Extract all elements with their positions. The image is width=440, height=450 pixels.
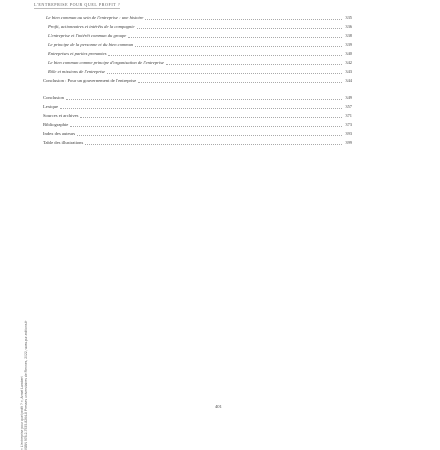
- toc-page: 338: [345, 33, 352, 38]
- toc-entry[interactable]: [40, 31, 352, 40]
- toc-title: Lexique: [43, 104, 59, 109]
- toc-leader-dots: [138, 82, 342, 83]
- toc-page: 335: [345, 15, 352, 20]
- toc-page: 339: [345, 42, 352, 47]
- toc-entry[interactable]: [40, 22, 352, 31]
- toc-page: 393: [345, 131, 352, 136]
- toc-page: 373: [345, 122, 352, 127]
- toc-entry[interactable]: [40, 120, 352, 129]
- toc-page: 336: [345, 24, 352, 29]
- toc-leader-dots: [70, 126, 342, 127]
- toc-title: Table des illustrations: [43, 140, 84, 145]
- toc-entry[interactable]: [40, 102, 352, 111]
- spine-line: « L'entreprise pour quel profit ? », Armel Lambert: [20, 376, 24, 450]
- toc-entry[interactable]: [40, 76, 352, 85]
- toc-title: Sources et archives: [43, 113, 79, 118]
- toc-title: Entreprises et parties prenantes: [48, 51, 107, 56]
- toc-leader-dots: [135, 46, 342, 47]
- copyright-spine: [20, 240, 32, 450]
- page-number: 401: [215, 404, 222, 409]
- toc-leader-dots: [107, 73, 342, 74]
- spine-line: ISBN 978-2-7535-8264-8 Presses universitaires de Rennes, 2022, www.pur-editions.fr: [24, 320, 29, 450]
- toc-page: 340: [345, 51, 352, 56]
- toc-entry[interactable]: [40, 93, 352, 102]
- toc-page: 357: [345, 104, 352, 109]
- toc-title: Le bien commun au sein de l'entreprise : une histoire: [46, 15, 144, 20]
- toc-entry[interactable]: [40, 49, 352, 58]
- toc-leader-dots: [77, 135, 342, 136]
- toc-title: Le principe de la personne et du bien commun: [48, 42, 134, 47]
- toc-leader-dots: [128, 37, 342, 38]
- toc-title: L'entreprise et l'intérêt commun du groupe: [48, 33, 127, 38]
- toc-leader-dots: [66, 99, 342, 100]
- toc-leader-dots: [166, 64, 342, 65]
- toc-entry[interactable]: [40, 138, 352, 147]
- toc-leader-dots: [108, 55, 342, 56]
- toc-leader-dots: [60, 108, 342, 109]
- toc-page: 343: [345, 69, 352, 74]
- toc-entry[interactable]: [40, 129, 352, 138]
- toc-leader-dots: [137, 28, 342, 29]
- table-of-contents: [40, 13, 352, 147]
- toc-page: 344: [345, 78, 352, 83]
- toc-entry[interactable]: [40, 111, 352, 120]
- toc-entry[interactable]: [40, 67, 352, 76]
- toc-page: 371: [345, 113, 352, 118]
- toc-entry[interactable]: [40, 58, 352, 67]
- toc-title: Le bien commun comme principe d'organisation de l'entreprise: [48, 60, 165, 65]
- toc-leader-dots: [80, 117, 342, 118]
- toc-leader-dots: [85, 144, 342, 145]
- toc-page: 399: [345, 140, 352, 145]
- toc-title: Conclusion : Pour un gouvernement de l'entreprise: [43, 78, 137, 83]
- toc-title: Bibliographie: [43, 122, 69, 127]
- toc-page: 349: [345, 95, 352, 100]
- toc-entry[interactable]: [40, 13, 352, 22]
- running-head: L'ENTREPRISE POUR QUEL PROFIT ?: [34, 2, 121, 7]
- toc-title: Index des auteurs: [43, 131, 76, 136]
- toc-title: Rôle et missions de l'entreprise: [48, 69, 106, 74]
- toc-page: 342: [345, 60, 352, 65]
- toc-leader-dots: [145, 19, 342, 20]
- toc-title: Conclusion: [43, 95, 64, 100]
- toc-title: Profit, actionnaires et intérêts de la compagnie: [48, 24, 135, 29]
- toc-entry[interactable]: [40, 40, 352, 49]
